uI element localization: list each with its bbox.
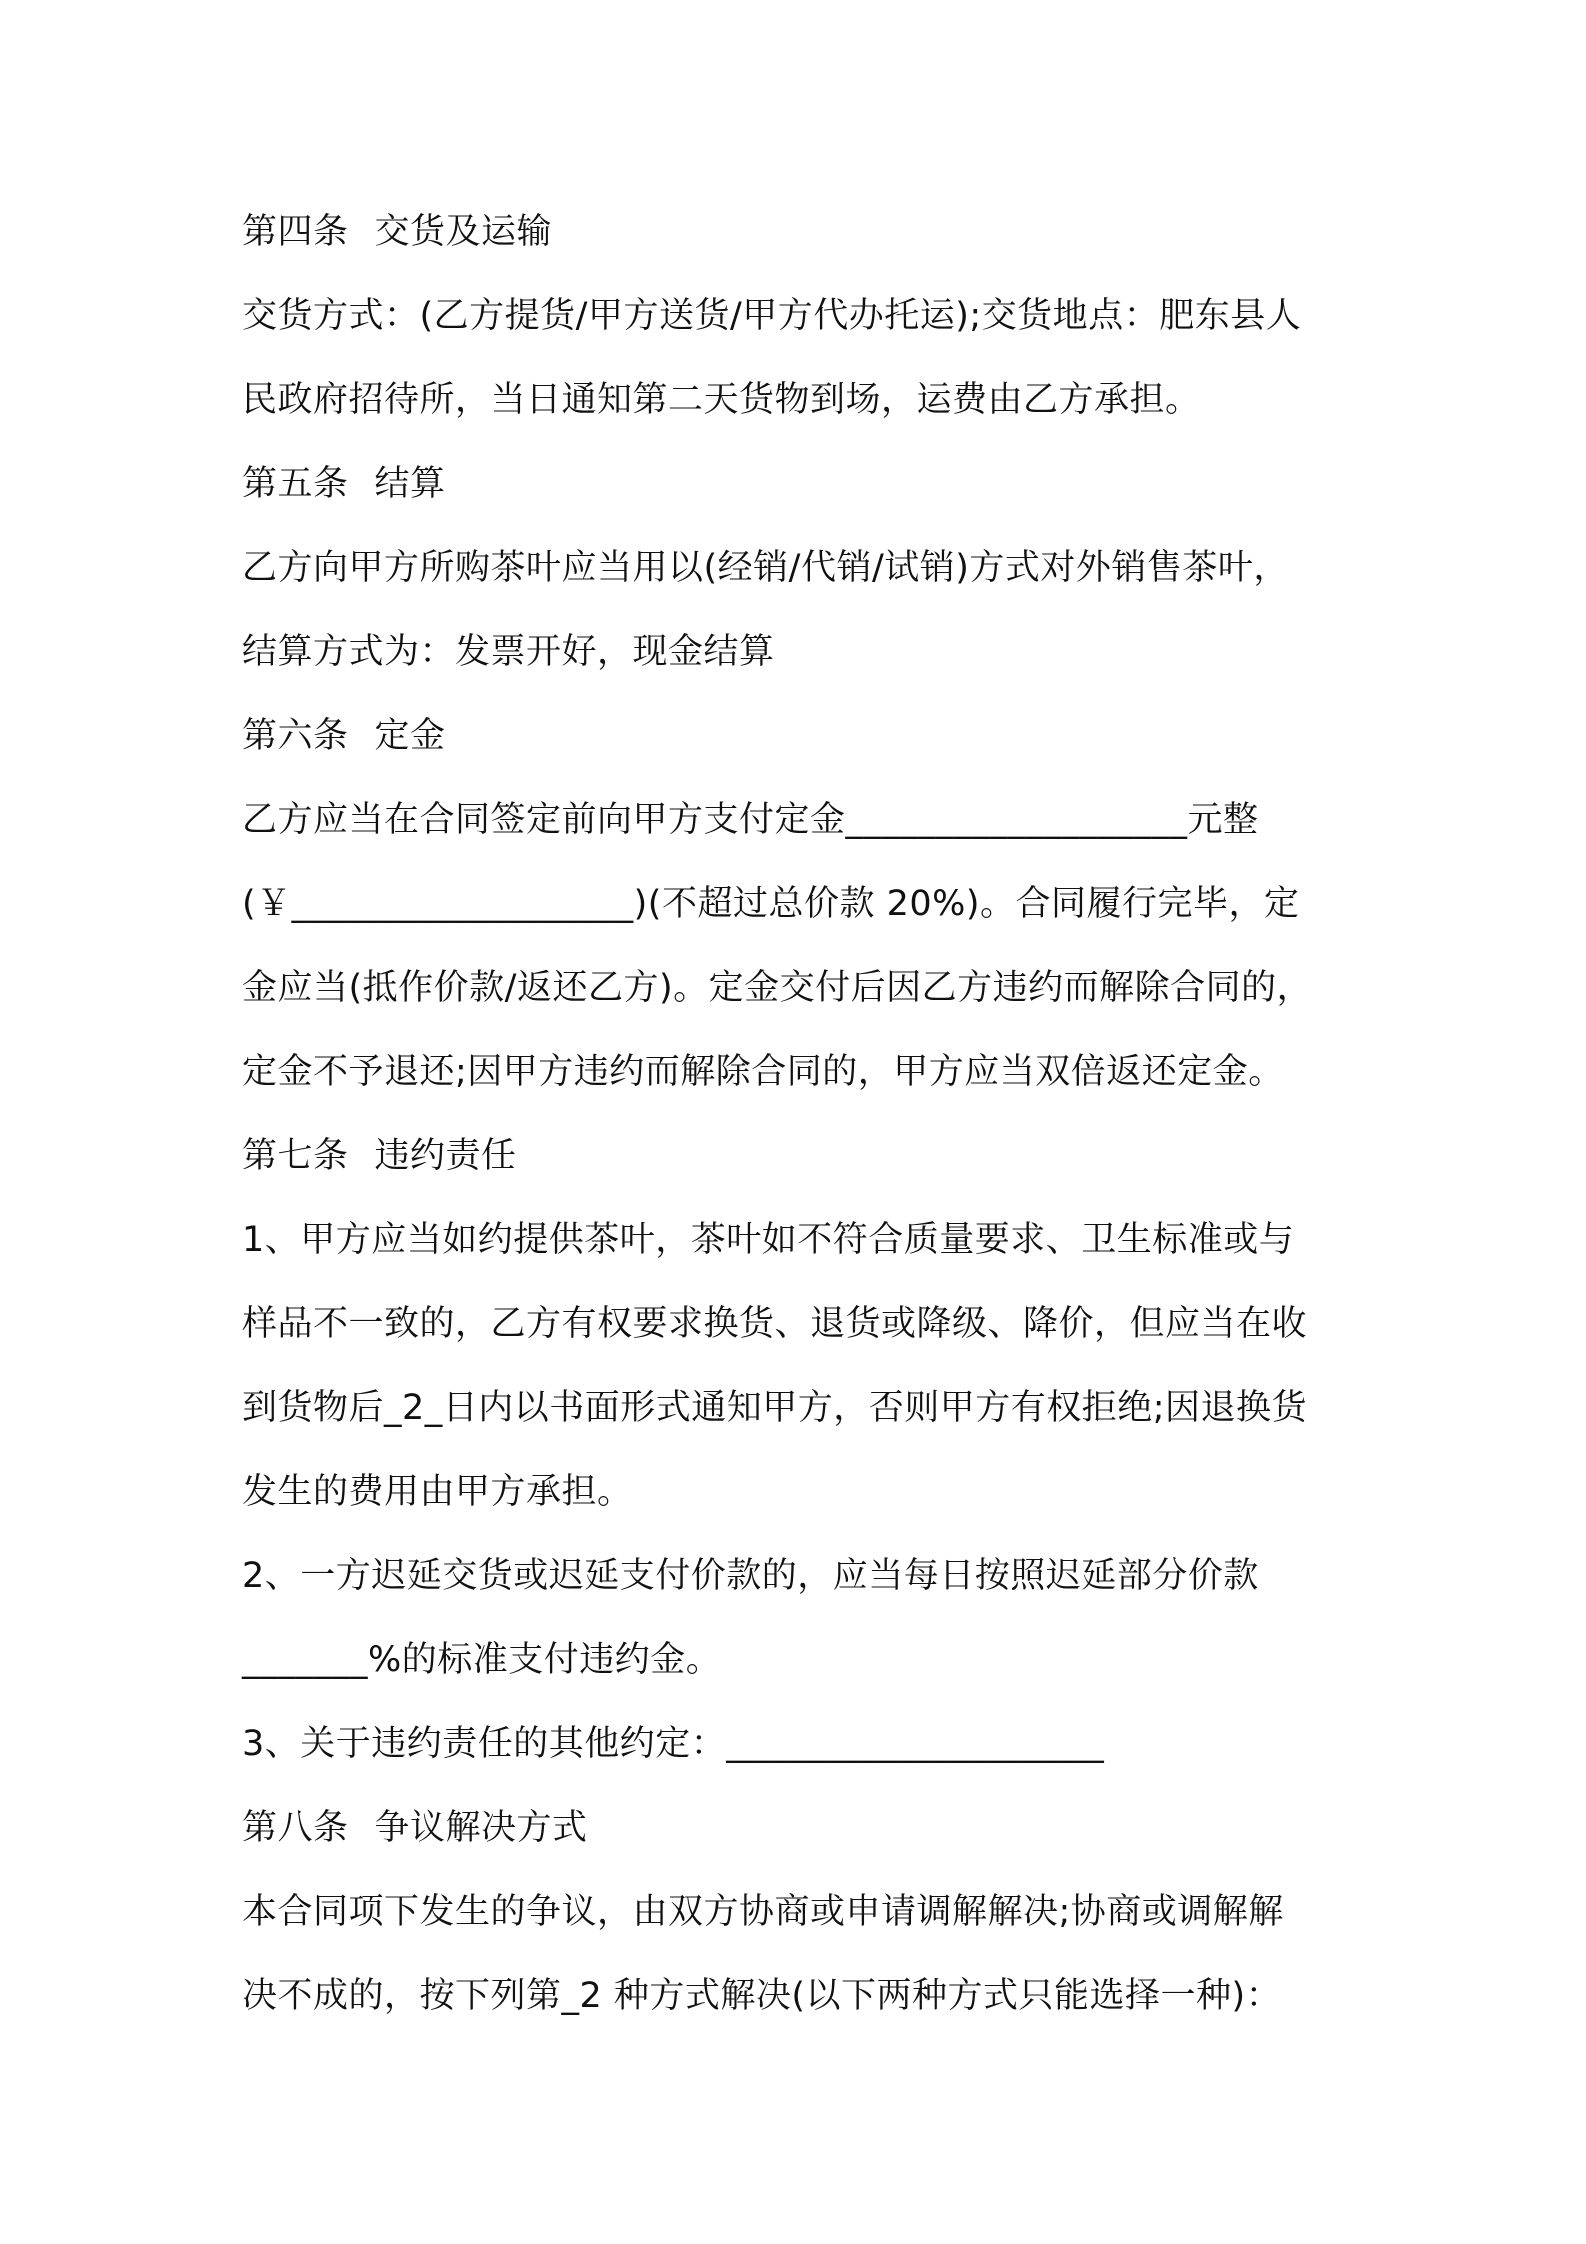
article-7-heading bbox=[242, 1114, 1362, 1198]
contract-body bbox=[242, 190, 1362, 2038]
article-number: 第七条 bbox=[242, 1136, 349, 1176]
article-number: 第五条 bbox=[242, 464, 349, 504]
paragraph-line: 3、关于违约责任的其他约定：_____________________ bbox=[242, 1724, 1105, 1764]
article-title: 定金 bbox=[374, 716, 446, 756]
article-number: 第八条 bbox=[242, 1808, 349, 1848]
paragraph-line: (￥___________________)(不超过总价款 20%)。合同履行完毕，定 bbox=[242, 884, 1300, 924]
paragraph-line: 结算方式为：发票开好，现金结算 bbox=[242, 632, 775, 672]
article-8-heading bbox=[242, 1786, 1362, 1870]
paragraph-line: 民政府招待所，当日通知第二天货物到场，运费由乙方承担。 bbox=[242, 380, 1201, 420]
paragraph-line: 1、甲方应当如约提供茶叶，茶叶如不符合质量要求、卫生标准或与 bbox=[242, 1220, 1295, 1260]
paragraph-line: 发生的费用由甲方承担。 bbox=[242, 1472, 633, 1512]
paragraph-line: 本合同项下发生的争议，由双方协商或申请调解解决;协商或调解解 bbox=[242, 1892, 1284, 1932]
article-6-heading bbox=[242, 694, 1362, 778]
article-title: 违约责任 bbox=[374, 1136, 517, 1176]
article-title: 争议解决方式 bbox=[374, 1808, 588, 1848]
article-4-heading bbox=[242, 190, 1362, 274]
paragraph-line: 定金不予退还;因甲方违约而解除合同的，甲方应当双倍返还定金。 bbox=[242, 1052, 1284, 1092]
paragraph-line: _______%的标准支付违约金。 bbox=[242, 1640, 722, 1680]
article-title: 结算 bbox=[374, 464, 446, 504]
paragraph-line: 样品不一致的，乙方有权要求换货、退货或降级、降价，但应当在收 bbox=[242, 1304, 1308, 1344]
paragraph-line: 交货方式：(乙方提货/甲方送货/甲方代办托运);交货地点：肥东县人 bbox=[242, 296, 1302, 336]
paragraph-line: 决不成的，按下列第_2 种方式解决(以下两种方式只能选择一种)： bbox=[242, 1976, 1282, 2016]
paragraph-line: 乙方向甲方所购茶叶应当用以(经销/代销/试销)方式对外销售茶叶， bbox=[242, 548, 1289, 588]
article-number: 第四条 bbox=[242, 212, 349, 252]
article-title: 交货及运输 bbox=[374, 212, 553, 252]
paragraph-line: 到货物后_2_日内以书面形式通知甲方，否则甲方有权拒绝;因退换货 bbox=[242, 1388, 1308, 1428]
paragraph-line: 乙方应当在合同签定前向甲方支付定金___________________元整 bbox=[242, 800, 1259, 840]
article-5-heading bbox=[242, 442, 1362, 526]
paragraph-line: 2、一方迟延交货或迟延支付价款的，应当每日按照迟延部分价款 bbox=[242, 1556, 1259, 1596]
paragraph-line: 金应当(抵作价款/返还乙方)。定金交付后因乙方违约而解除合同的， bbox=[242, 968, 1313, 1008]
article-number: 第六条 bbox=[242, 716, 349, 756]
